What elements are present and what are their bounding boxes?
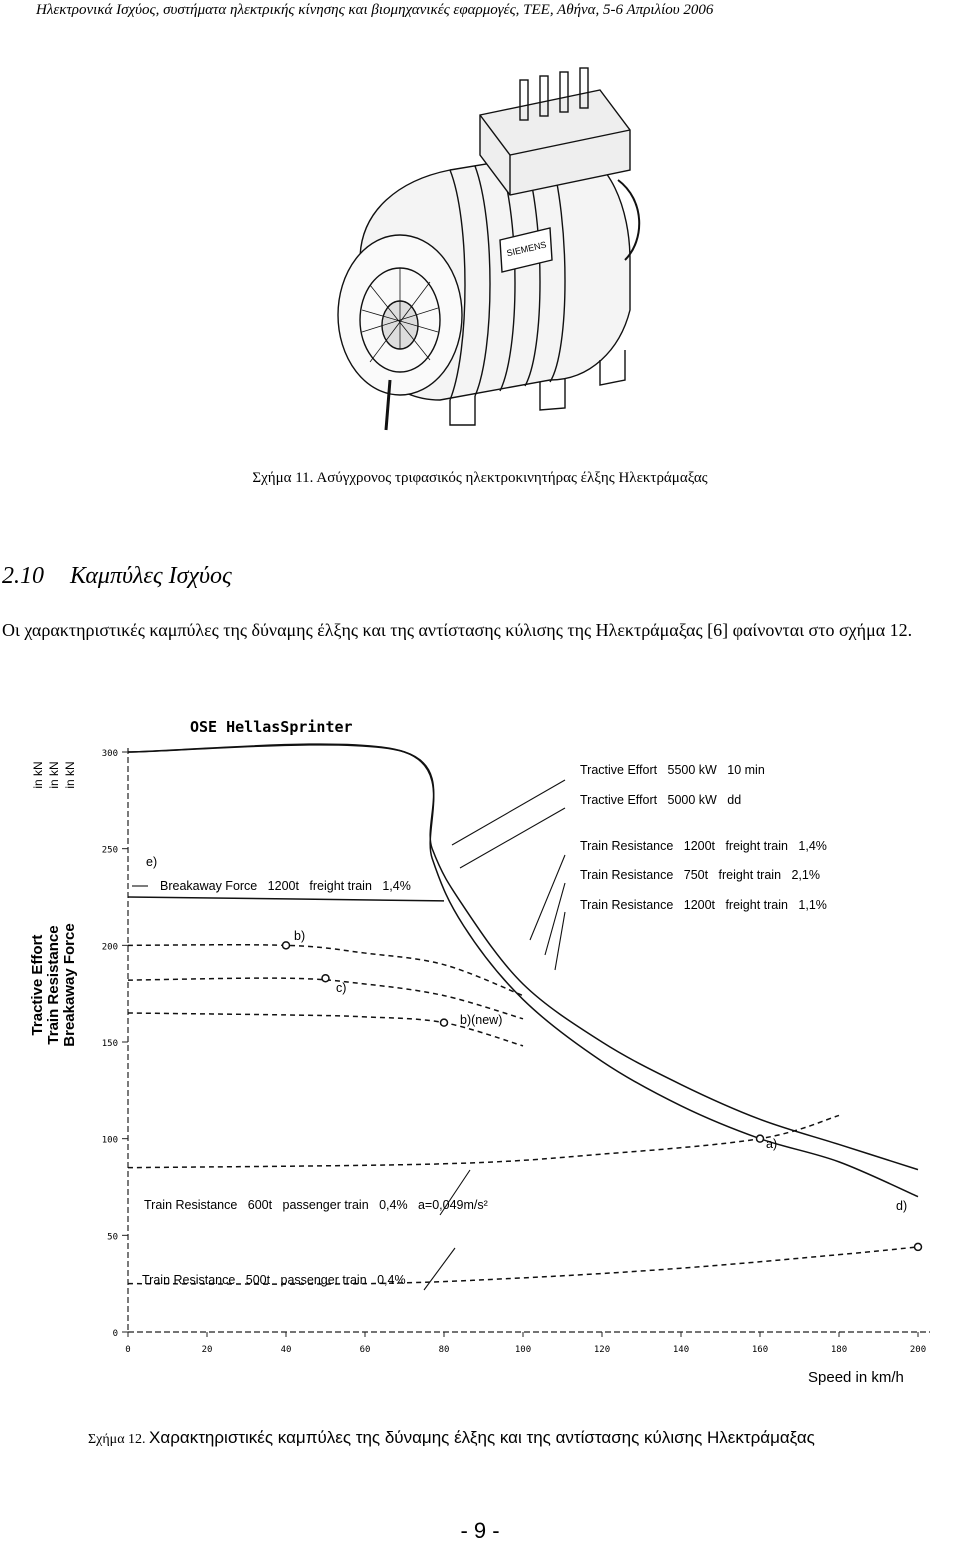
chart-annotation: Train Resistance 600t passenger train 0,4% a=0,049m/s²: [144, 1198, 488, 1212]
x-tick-label: 120: [593, 1345, 611, 1355]
chart-annotation: Breakaway Force 1200t freight train 1,4%: [160, 879, 411, 893]
chart-series-line: [128, 1115, 839, 1167]
y-axis-title: Breakaway Force: [61, 923, 78, 1047]
chart-series-line: [128, 745, 918, 1170]
traction-motor-illustration: [300, 60, 660, 460]
x-tick-label: 80: [438, 1345, 450, 1355]
chart-annotation: Train Resistance 500t passenger train 0,4%: [142, 1273, 406, 1287]
x-tick-label: 100: [514, 1345, 532, 1355]
motor-brand-plate: SIEMENS: [505, 239, 548, 259]
y-axis-unit: in kN: [47, 761, 61, 789]
chart-annotation: Train Resistance 1200t freight train 1,4%: [580, 839, 827, 853]
tractive-effort-chart: [0, 700, 960, 1390]
figure-11-caption: Σχήμα 11. Ασύγχρονος τριφασικός ηλεκτροκινητήρας έλξης Ηλεκτράμαξας: [252, 470, 708, 486]
annotation-leader-line: [545, 883, 565, 955]
chart-annotation: b)(new): [460, 1013, 503, 1027]
chart-annotation: d): [896, 1199, 908, 1213]
curve-marker-dot: [322, 975, 329, 982]
annotation-leader-line: [424, 1248, 455, 1290]
annotation-leader-line: [460, 808, 565, 868]
chart-series-line: [128, 945, 523, 996]
y-tick-label: 50: [107, 1232, 118, 1243]
chart-annotation: Tractive Effort 5500 kW 10 min: [580, 763, 765, 777]
chart-annotation: c): [336, 981, 347, 995]
annotation-leader-line: [452, 780, 565, 845]
x-axis-label: Speed in km/h: [808, 1369, 904, 1386]
chart-series-line: [128, 744, 918, 1197]
curve-marker-dot: [915, 1243, 922, 1250]
x-tick-label: 160: [751, 1345, 769, 1355]
figure-12-caption-text: Χαρακτηριστικές καμπύλες της δύναμης έλξης και της αντίστασης κύλισης Ηλεκτράμαξας: [149, 1428, 815, 1447]
chart-annotation: Tractive Effort 5000 kW dd: [580, 793, 742, 807]
y-tick-label: 100: [101, 1135, 118, 1146]
page-header: Ηλεκτρονικά Ισχύος, συστήματα ηλεκτρικής κίνησης και βιομηχανικές εφαρμογές, ΤΕΕ, Αθήνα, 5-6 Απριλίου 2006: [36, 2, 714, 18]
curve-marker-dot: [757, 1135, 764, 1142]
y-tick-label: 250: [101, 845, 118, 856]
body-paragraph: Οι χαρακτηριστικές καμπύλες της δύναμης έλξης και της αντίστασης κύλισης της Ηλεκτράμαξας [6] φαίνονται στο σχήμα 12.: [2, 620, 913, 640]
x-tick-label: 0: [125, 1345, 131, 1355]
chart-annotation: e): [146, 855, 158, 869]
chart-annotation: Train Resistance 750t freight train 2,1%: [580, 868, 820, 882]
section-title: Καμπύλες Ισχύος: [70, 563, 232, 589]
figure-12-caption: [88, 1428, 815, 1448]
section-heading: [2, 563, 232, 590]
y-tick-label: 300: [101, 749, 118, 759]
annotation-leader-line: [555, 912, 565, 970]
x-tick-label: 180: [830, 1345, 848, 1355]
y-tick-label: 200: [101, 942, 118, 953]
x-tick-label: 20: [201, 1345, 213, 1355]
curve-marker-dot: [283, 942, 290, 949]
chart-annotation: a): [766, 1137, 778, 1151]
y-tick-label: 150: [101, 1039, 118, 1049]
chart-annotation: b): [294, 929, 306, 943]
figure-12-caption-label: Σχήμα 12.: [88, 1432, 150, 1447]
y-axis-unit: in kN: [31, 761, 45, 789]
page-number: - 9 -: [460, 1518, 500, 1543]
y-axis-unit: in kN: [63, 761, 77, 789]
chart-title: OSE HellasSprinter: [190, 718, 353, 736]
x-tick-label: 60: [359, 1345, 371, 1355]
annotation-leader-line: [530, 855, 565, 940]
x-tick-label: 40: [280, 1345, 292, 1355]
x-tick-label: 200: [909, 1345, 927, 1355]
chart-series-line: [128, 897, 444, 901]
chart-annotation: Train Resistance 1200t freight train 1,1%: [580, 898, 827, 912]
x-tick-label: 140: [672, 1345, 690, 1355]
y-axis-title: Tractive Effort: [29, 934, 46, 1036]
section-number: 2.10: [2, 563, 44, 589]
curve-marker-dot: [441, 1019, 448, 1026]
y-axis-title: Train Resistance: [45, 925, 62, 1045]
y-tick-label: 0: [112, 1329, 118, 1339]
